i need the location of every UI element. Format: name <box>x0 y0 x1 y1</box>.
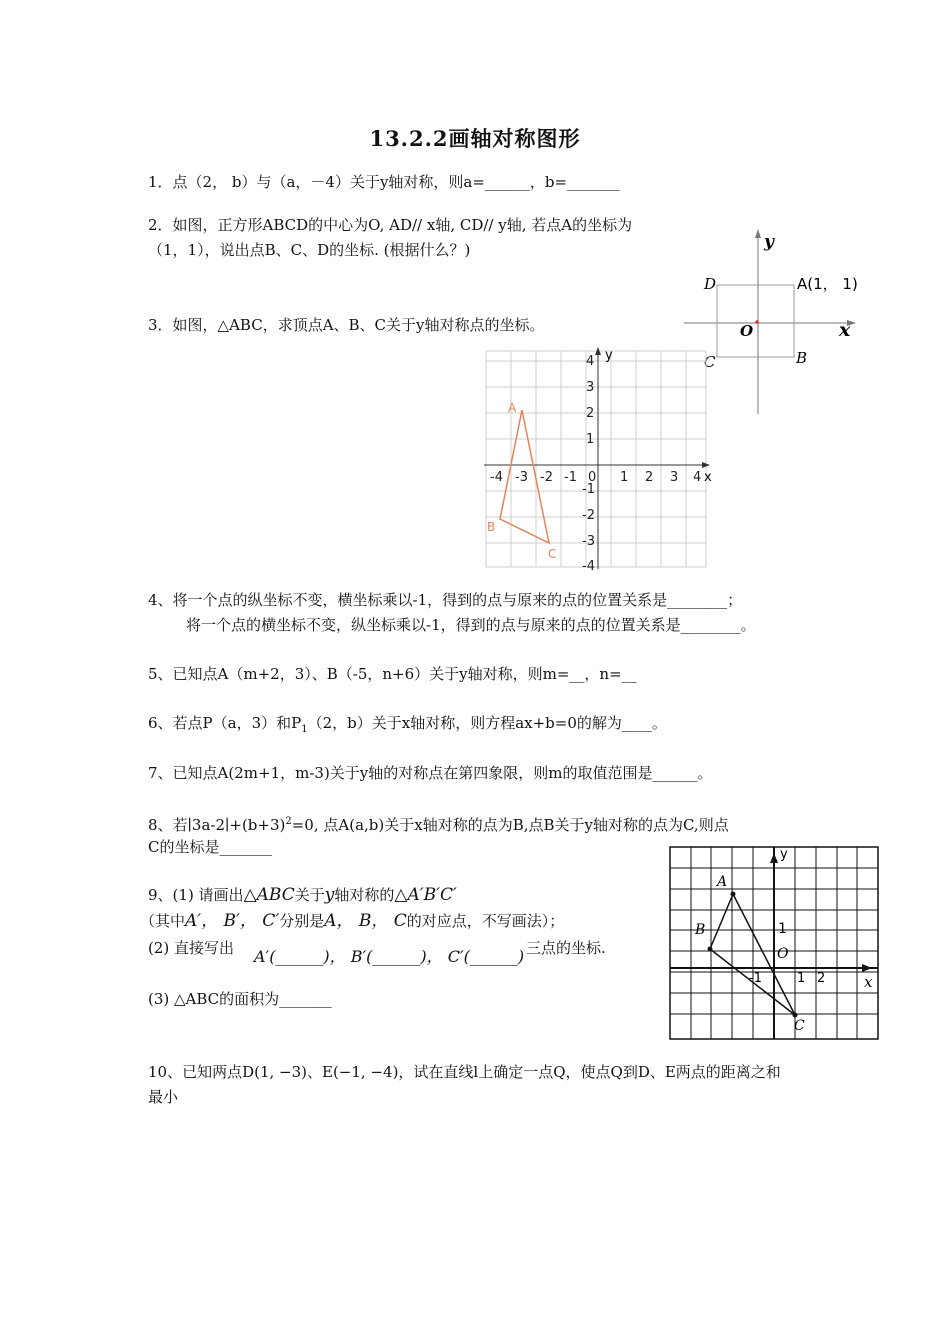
q9-l1-triangle-prime: △A′B′C′ <box>394 885 457 905</box>
question-5: 5、已知点A（m+2，3）、B（-5，n+6）关于y轴对称，则m=__，n=__ <box>148 665 637 683</box>
q9-l2-a: （其中 <box>140 912 186 930</box>
question-9-line-3-b: 三点的坐标. <box>526 939 606 957</box>
fig2-y-tick: 1 <box>586 432 595 447</box>
q9-l1-triangle: △ABC <box>243 885 295 905</box>
fig3-point-b-dot <box>708 947 713 952</box>
fig3-y-arrow <box>770 853 778 863</box>
fig1-y-arrow <box>755 229 761 238</box>
fig2-y-tick: 3 <box>586 380 595 395</box>
fig1-label-o: O <box>740 322 754 340</box>
fig2-x-tick: -2 <box>540 470 553 485</box>
fig2-x-tick: 4 <box>693 470 702 485</box>
fig2-y-tick: 4 <box>586 354 595 369</box>
question-8-line-1 <box>148 811 729 836</box>
q8-prefix: 8、若∣3a-2∣+(b+3) <box>148 816 286 834</box>
question-7: 7、已知点A(2m+1，m-3)关于y轴的对称点在第四象限，则m的取值范围是______。 <box>148 764 713 782</box>
question-9-line-1 <box>148 884 457 906</box>
q9-l1-a: 9、(1) 请画出 <box>148 886 244 904</box>
page-title: 13.2.2画轴对称图形 <box>369 126 581 151</box>
fig3-point-a-dot <box>731 892 736 897</box>
fig2-x-tick: -1 <box>564 470 577 485</box>
square-abcd <box>717 285 794 357</box>
fig1-label-d: D <box>704 275 717 293</box>
q9-l2-points: A， B， C <box>324 911 407 931</box>
fig3-label-1x: 1 <box>797 971 806 986</box>
fig3-label-1y: 1 <box>778 921 787 937</box>
fig3-label-y: y <box>780 847 788 862</box>
fig2-grid <box>486 351 706 567</box>
fig3-label-x: x <box>864 973 873 991</box>
fig1-label-a: A(1， 1) <box>797 275 858 293</box>
fig2-x-tick: 2 <box>645 470 654 485</box>
fig1-label-x: x <box>839 319 851 341</box>
fig3-label-c: C <box>794 1018 805 1034</box>
q6-suffix: （2，b）关于x轴对称，则方程ax+b=0的解为____。 <box>307 714 667 732</box>
fig2-axis-y-label: y <box>605 348 613 363</box>
grid-triangle-figure <box>478 344 718 576</box>
grid-abc-figure <box>666 843 882 1043</box>
q9-l1-c: 轴对称的 <box>334 886 395 904</box>
fig3-label-a: A <box>717 874 728 890</box>
fig1-label-c: C <box>704 353 716 371</box>
q9-l2-c: 的对应点，不写画法）； <box>406 912 565 930</box>
fig2-y-tick: -2 <box>582 508 595 523</box>
fig2-axis-x-label: x <box>704 470 712 485</box>
fig3-label-neg1: -1 <box>749 971 762 986</box>
question-9-line-2 <box>140 910 564 932</box>
question-9-line-3-a: (2) 直接写出 <box>148 939 235 957</box>
fig2-y-tick: -3 <box>582 534 595 549</box>
q6-subscript: 1 <box>301 724 308 735</box>
q9-l1-b: 关于 <box>294 886 325 904</box>
question-8-line-2: C的坐标是_______ <box>148 838 272 856</box>
question-4-line-2: 将一个点的横坐标不变，纵坐标乘以-1，得到的点与原来的点的位置关系是________。 <box>186 616 756 634</box>
question-6 <box>148 712 667 741</box>
question-4-line-1: 4、将一个点的纵坐标不变，横坐标乘以-1，得到的点与原来的点的位置关系是________； <box>148 591 743 609</box>
question-10-line-2: 最小 <box>148 1088 179 1106</box>
fig2-x-tick: -4 <box>490 470 503 485</box>
question-10-line-1: 10、已知两点D(1, −3)、E(−1, −4)，试在直线l上确定一点Q，使点Q到D、E两点的距离之和 <box>148 1063 781 1081</box>
fig2-point-b: B <box>487 520 496 534</box>
fig2-point-a: A <box>508 401 517 415</box>
q8-superscript: 2 <box>285 816 292 827</box>
fig2-x-tick: 0 <box>588 470 597 485</box>
question-3: 3．如图，△ABC，求顶点A、B、C关于y轴对称点的坐标。 <box>148 316 545 334</box>
fig2-x-tick: 1 <box>620 470 629 485</box>
fig2-point-c: C <box>548 547 557 561</box>
fig1-label-y: y <box>764 232 774 252</box>
fig2-y-tick: -4 <box>582 559 595 574</box>
center-point-o <box>755 320 758 323</box>
fig2-y-tick: 2 <box>586 406 595 421</box>
question-9-line-4: (3) △ABC的面积为_______ <box>148 990 332 1008</box>
fig2-x-tick: -3 <box>515 470 528 485</box>
q9-l2-points-prime: A′， B′， C′ <box>185 911 280 931</box>
question-9-coordinates: A′(______)， B′(______)， C′(______) <box>254 947 525 966</box>
fig3-label-o: O <box>777 946 789 962</box>
q9-l2-b: 分别是 <box>279 912 325 930</box>
fig1-label-b: B <box>796 349 808 367</box>
fig2-y-tick: -1 <box>582 482 595 497</box>
q9-l1-y: y <box>324 885 335 905</box>
fig3-x-arrow <box>862 964 872 972</box>
q6-prefix: 6、若点P（a，3）和P <box>148 714 302 732</box>
fig3-label-2x: 2 <box>817 971 826 986</box>
question-1: 1．点（2， b）与（a，－4）关于y轴对称，则a=______，b=_______ <box>148 173 620 191</box>
question-2-line-2: （1，1），说出点B、C、D的坐标. (根据什么？) <box>148 241 471 259</box>
fig3-label-b: B <box>695 922 706 938</box>
q8-suffix: =0, 点A(a,b)关于x轴对称的点为B,点B关于y轴对称的点为C,则点 <box>291 816 729 834</box>
fig2-x-tick: 3 <box>670 470 679 485</box>
question-2-line-1: 2．如图，正方形ABCD的中心为O, AD// x轴, CD// y轴, 若点A的坐标为 <box>148 216 633 234</box>
fig3-point-c-dot <box>793 1013 798 1018</box>
